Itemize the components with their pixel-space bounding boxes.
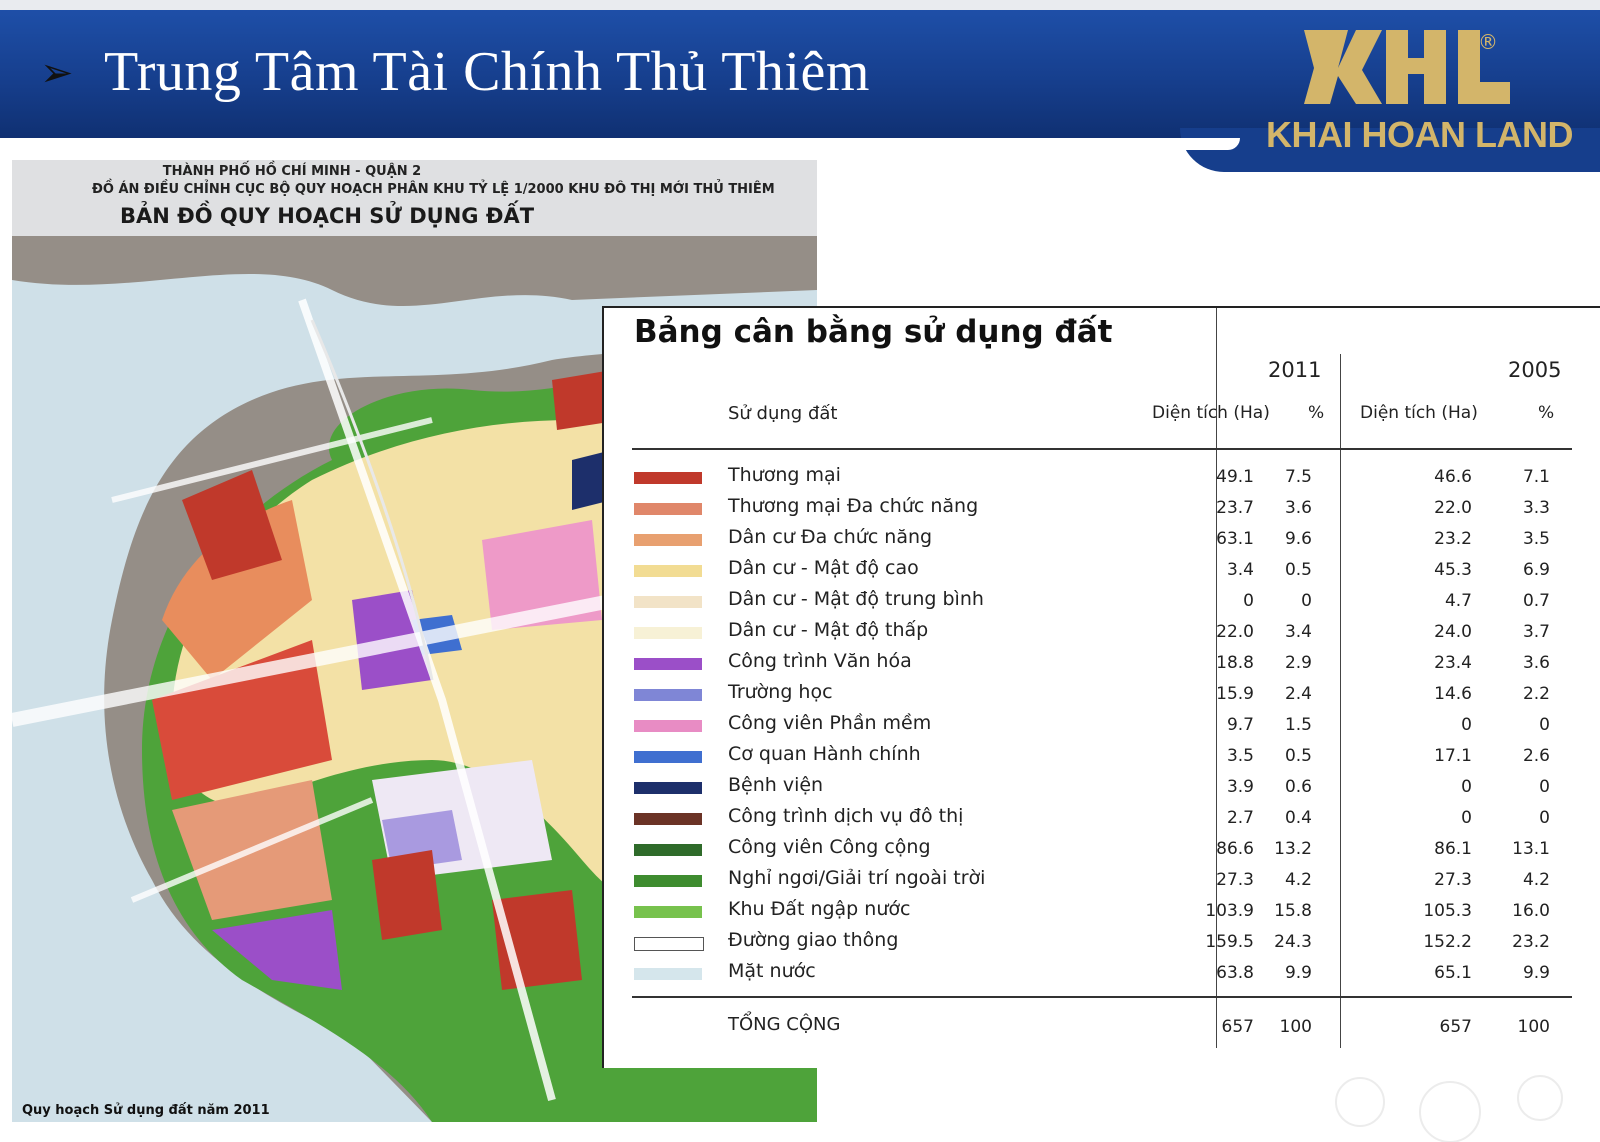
row-label: Dân cư - Mật độ cao [728, 557, 919, 579]
legend-swatch [634, 565, 702, 577]
table-row [604, 495, 1600, 525]
header-curve [0, 138, 1240, 150]
pct-2005: 3.7 [1522, 622, 1550, 642]
pct-2011: 0.4 [1284, 808, 1312, 828]
legend-swatch [634, 472, 702, 484]
map-footer-caption: Quy hoạch Sử dụng đất năm 2011 [22, 1103, 270, 1118]
area-2011: 22.0 [1216, 622, 1254, 642]
area-2011: 23.7 [1216, 498, 1254, 518]
area-2011: 63.8 [1216, 963, 1254, 983]
land-balance-table [602, 306, 1600, 1068]
pct-2005: 9.9 [1522, 963, 1550, 983]
table-row [604, 650, 1600, 680]
legend-swatch [634, 627, 702, 639]
table-row [604, 526, 1600, 556]
area-2005: 4.7 [1444, 591, 1472, 611]
area-2005: 27.3 [1434, 870, 1472, 890]
area-2011: 159.5 [1205, 932, 1254, 952]
legend-swatch [634, 875, 702, 887]
table-row [604, 774, 1600, 804]
legend-swatch [634, 689, 702, 701]
area-2005: 17.1 [1434, 746, 1472, 766]
header-rule [632, 448, 1572, 450]
area-2011: 2.7 [1226, 808, 1254, 828]
total-pct-2005: 100 [1517, 1017, 1550, 1037]
pct-2011: 1.5 [1284, 715, 1312, 735]
total-row [604, 1014, 1600, 1044]
area-2005: 105.3 [1423, 901, 1472, 921]
bullet-arrow-icon: ➢ [40, 50, 74, 96]
area-2005: 23.2 [1434, 529, 1472, 549]
area-2011: 15.9 [1216, 684, 1254, 704]
area-2005: 65.1 [1434, 963, 1472, 983]
legend-swatch [634, 782, 702, 794]
top-strip [0, 0, 1600, 10]
pct-2005: 3.3 [1522, 498, 1550, 518]
pct-2011: 2.4 [1284, 684, 1312, 704]
pct-2005: 0 [1539, 808, 1550, 828]
row-label: Dân cư - Mật độ trung bình [728, 588, 984, 610]
area-2011: 3.5 [1226, 746, 1254, 766]
legend-swatch [634, 906, 702, 918]
row-label: Công trình Văn hóa [728, 650, 912, 672]
area-2011: 27.3 [1216, 870, 1254, 890]
area-2011: 3.9 [1226, 777, 1254, 797]
pct-2011: 3.6 [1284, 498, 1312, 518]
legend-swatch [634, 503, 702, 515]
total-area-2011: 657 [1221, 1017, 1254, 1037]
table-row [604, 836, 1600, 866]
total-label: TỔNG CỘNG [728, 1014, 841, 1035]
page-title: Trung Tâm Tài Chính Thủ Thiêm [104, 41, 870, 103]
area-2011: 49.1 [1216, 467, 1254, 487]
row-label: Thương mại [728, 464, 841, 486]
pct-2005: 2.6 [1522, 746, 1550, 766]
pct-2011: 4.2 [1284, 870, 1312, 890]
row-label: Công viên Phần mềm [728, 712, 932, 734]
row-label: Cơ quan Hành chính [728, 743, 921, 765]
table-row [604, 867, 1600, 897]
area-2011: 63.1 [1216, 529, 1254, 549]
area-2005: 0 [1461, 808, 1472, 828]
pct-2011: 0 [1301, 591, 1312, 611]
pct-2005: 6.9 [1522, 560, 1550, 580]
pct-2011: 15.8 [1274, 901, 1312, 921]
pct-2011: 9.6 [1284, 529, 1312, 549]
row-label: Trường học [728, 681, 833, 703]
area-2005: 152.2 [1423, 932, 1472, 952]
pct-2005: 16.0 [1512, 901, 1550, 921]
area-2011: 0 [1243, 591, 1254, 611]
area-2011: 86.6 [1216, 839, 1254, 859]
col-land-use: Sử dụng đất [728, 403, 838, 424]
area-2011: 103.9 [1205, 901, 1254, 921]
pct-2011: 9.9 [1284, 963, 1312, 983]
legend-swatch [634, 968, 702, 980]
row-label: Bệnh viện [728, 774, 824, 796]
row-label: Công viên Công cộng [728, 836, 931, 858]
row-label: Dân cư Đa chức năng [728, 526, 933, 548]
area-2005: 23.4 [1434, 653, 1472, 673]
legend-swatch [634, 751, 702, 763]
logo-text: KHAI HOAN LAND [1266, 114, 1573, 155]
legend-swatch [634, 534, 702, 546]
pct-2005: 4.2 [1522, 870, 1550, 890]
pct-2011: 0.6 [1284, 777, 1312, 797]
area-2005: 46.6 [1434, 467, 1472, 487]
pct-2005: 23.2 [1512, 932, 1550, 952]
col-area-2005: Diện tích (Ha) [1360, 403, 1478, 423]
pct-2011: 7.5 [1284, 467, 1312, 487]
row-label: Mặt nước [728, 960, 816, 982]
area-2005: 0 [1461, 715, 1472, 735]
table-row [604, 588, 1600, 618]
pct-2011: 24.3 [1274, 932, 1312, 952]
map-project-line: ĐỒ ÁN ĐIỀU CHỈNH CỤC BỘ QUY HOẠCH PHÂN KHU TỶ LỆ 1/2000 KHU ĐÔ THỊ MỚI THỦ THIÊM [92, 182, 775, 197]
pct-2005: 7.1 [1522, 467, 1550, 487]
pct-2005: 3.5 [1522, 529, 1550, 549]
area-2005: 22.0 [1434, 498, 1472, 518]
row-label: Thương mại Đa chức năng [728, 495, 979, 517]
table-row [604, 929, 1600, 959]
pct-2011: 0.5 [1284, 560, 1312, 580]
pct-2005: 0 [1539, 715, 1550, 735]
table-row [604, 805, 1600, 835]
legend-swatch [634, 844, 702, 856]
area-2005: 14.6 [1434, 684, 1472, 704]
pct-2011: 13.2 [1274, 839, 1312, 859]
col-area-2011: Diện tích (Ha) [1152, 403, 1270, 423]
map-header [12, 160, 817, 236]
area-2005: 24.0 [1434, 622, 1472, 642]
year-2011: 2011 [1268, 358, 1322, 382]
area-2005: 86.1 [1434, 839, 1472, 859]
area-2005: 0 [1461, 777, 1472, 797]
area-2011: 9.7 [1226, 715, 1254, 735]
table-row [604, 557, 1600, 587]
area-2011: 18.8 [1216, 653, 1254, 673]
pct-2005: 2.2 [1522, 684, 1550, 704]
pct-2011: 3.4 [1284, 622, 1312, 642]
legend-swatch [634, 937, 704, 951]
row-label: Dân cư - Mật độ thấp [728, 619, 929, 641]
table-row [604, 619, 1600, 649]
legend-swatch [634, 658, 702, 670]
year-2005: 2005 [1508, 358, 1562, 382]
table-title: Bảng cân bằng sử dụng đất [634, 314, 1113, 350]
legend-swatch [634, 813, 702, 825]
table-row [604, 464, 1600, 494]
total-area-2005: 657 [1439, 1017, 1472, 1037]
row-label: Nghỉ ngơi/Giải trí ngoài trời [728, 867, 986, 889]
pct-2005: 0.7 [1522, 591, 1550, 611]
row-label: Công trình dịch vụ đô thị [728, 805, 964, 827]
col-pct-2011: % [1308, 403, 1325, 423]
col-pct-2005: % [1538, 403, 1555, 423]
map-title: BẢN ĐỒ QUY HOẠCH SỬ DỤNG ĐẤT [119, 204, 535, 228]
total-rule [632, 996, 1572, 998]
area-2011: 3.4 [1226, 560, 1254, 580]
floral-watermark-icon [1300, 1062, 1600, 1142]
registered-icon: ® [1478, 30, 1498, 54]
pct-2011: 0.5 [1284, 746, 1312, 766]
row-label: Khu Đất ngập nước [728, 898, 911, 920]
table-row [604, 898, 1600, 928]
pct-2005: 3.6 [1522, 653, 1550, 673]
legend-swatch [634, 720, 702, 732]
table-row [604, 743, 1600, 773]
table-row [604, 681, 1600, 711]
map-city-line: THÀNH PHỐ HỒ CHÍ MINH - QUẬN 2 [162, 164, 422, 179]
legend-swatch [634, 596, 702, 608]
pct-2005: 13.1 [1512, 839, 1550, 859]
table-row [604, 960, 1600, 990]
pct-2005: 0 [1539, 777, 1550, 797]
table-row [604, 712, 1600, 742]
total-pct-2011: 100 [1279, 1017, 1312, 1037]
pct-2011: 2.9 [1284, 653, 1312, 673]
row-label: Đường giao thông [728, 929, 899, 951]
area-2005: 45.3 [1434, 560, 1472, 580]
